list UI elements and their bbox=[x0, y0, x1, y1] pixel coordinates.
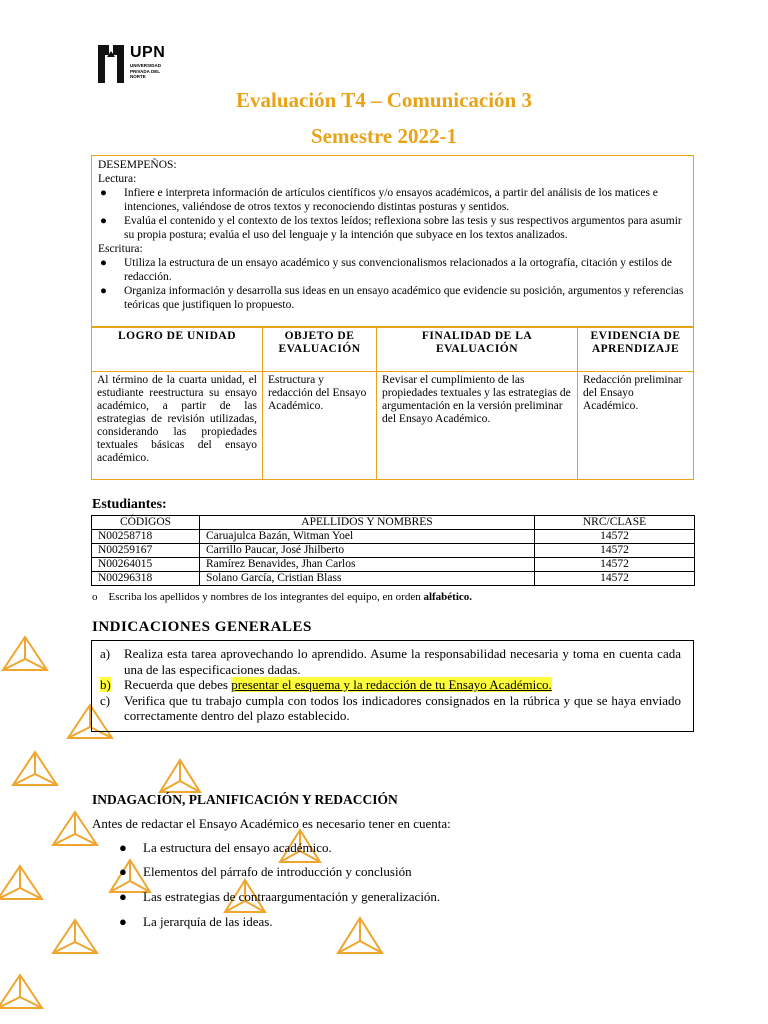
student-nrc: 14572 bbox=[535, 572, 695, 586]
grid-cell: Estructura y redacción del Ensayo Académico. bbox=[263, 372, 377, 480]
indicaciones-heading: INDICACIONES GENERALES bbox=[92, 619, 312, 635]
student-nrc: 14572 bbox=[535, 544, 695, 558]
list-item: c) Verifica que tu trabajo cumpla con todos los indicadores consignados en la rúbrica y que se haya enviado correctamente dentro del plazo establecido. bbox=[100, 692, 681, 723]
list-item: ● Las estrategias de contraargumentación y generalización. bbox=[119, 889, 441, 904]
student-name: Ramírez Benavides, Jhan Carlos bbox=[200, 558, 535, 572]
page-title: Evaluación T4 – Comunicación 3 bbox=[236, 88, 532, 112]
student-code: N00264015 bbox=[92, 558, 200, 572]
triangle-decoration bbox=[160, 760, 200, 792]
triangle-decoration bbox=[3, 637, 47, 670]
list-item: ● La jerarquía de las ideas. bbox=[119, 914, 273, 929]
evaluation-grid bbox=[91, 327, 694, 480]
list-item: a) Realiza esta tarea aprovechando lo aprendido. Asume la responsabilidad necesaria y toma en cuenta cada una de las especificaciones dadas. bbox=[100, 646, 681, 677]
grid-header: FINALIDAD DE LA EVALUACIÓN bbox=[377, 328, 578, 372]
lectura-item: ● Evalúa el contenido y el contexto de los textos leídos; reflexiona sobre las tesis y sus respectivos argumentos para asumir su propia postura; evalúa el uso del lenguaje y la intención que subyace en los textos analizados. bbox=[100, 215, 682, 241]
column-header: CÓDIGOS bbox=[92, 516, 200, 530]
grid-header: LOGRO DE UNIDAD bbox=[92, 328, 263, 372]
student-code: N00258718 bbox=[92, 530, 200, 544]
triangle-decoration bbox=[13, 752, 57, 785]
table-row bbox=[92, 544, 695, 558]
student-code: N00259167 bbox=[92, 544, 200, 558]
grid-cell: Al término de la cuarta unidad, el estudiante reestructura su ensayo académico, a partir de las estrategias de revisión utilizadas, considerando las propiedades textuales básicas del ensayo académico. bbox=[92, 372, 263, 480]
students-table bbox=[91, 515, 695, 586]
students-note bbox=[92, 591, 472, 603]
triangle-decoration bbox=[338, 918, 382, 953]
page-subtitle: Semestre 2022-1 bbox=[311, 124, 457, 148]
list-item: ● Elementos del párrafo de introducción y conclusión bbox=[119, 864, 412, 879]
escritura-item: ● Organiza información y desarrolla sus ideas en un ensayo académico que evidencie su posición, argumentos y referencias teóricas que justifiquen lo propuesto. bbox=[100, 285, 684, 311]
student-name: Solano García, Cristian Blass bbox=[200, 572, 535, 586]
student-code: N00296318 bbox=[92, 572, 200, 586]
indicaciones-box bbox=[91, 640, 694, 732]
lectura-item: ● Infiere e interpreta información de artículos científicos y/o ensayos académicos, a partir del análisis de los matices e intenciones, valiéndose de otros textos y reconociendo distintas posturas y sentidos. bbox=[100, 187, 658, 213]
torch-icon bbox=[94, 43, 128, 85]
column-header: NRC/CLASE bbox=[535, 516, 695, 530]
desempenos-heading: DESEMPEÑOS: bbox=[98, 159, 177, 171]
grid-header: EVIDENCIA DE APRENDIZAJE bbox=[578, 328, 694, 372]
grid-header: OBJETO DE EVALUACIÓN bbox=[263, 328, 377, 372]
list-item: ● La estructura del ensayo académico. bbox=[119, 840, 332, 855]
indagacion-intro: Antes de redactar el Ensayo Académico es necesario tener en cuenta: bbox=[92, 816, 451, 831]
grid-cell: Revisar el cumplimiento de las propiedades textuales y las estrategias de argumentación en la versión preliminar del Ensayo Académico. bbox=[377, 372, 578, 480]
triangle-decoration bbox=[0, 866, 42, 899]
column-header: APELLIDOS Y NOMBRES bbox=[200, 516, 535, 530]
upn-logo bbox=[94, 42, 166, 86]
table-row bbox=[92, 558, 695, 572]
note-marker: o bbox=[92, 591, 98, 603]
student-nrc: 14572 bbox=[535, 530, 695, 544]
list-item: b) Recuerda que debes presentar el esquema y la redacción de tu Ensayo Académico. bbox=[100, 677, 552, 692]
grid-cell: Redacción preliminar del Ensayo Académico. bbox=[578, 372, 694, 480]
triangle-decoration bbox=[53, 920, 97, 953]
table-row bbox=[92, 572, 695, 586]
student-name: Caruajulca Bazán, Witman Yoel bbox=[200, 530, 535, 544]
students-heading: Estudiantes: bbox=[92, 497, 167, 512]
lectura-label: Lectura: bbox=[98, 173, 137, 185]
logo-subtitle: UNIVERSIDAD PRIVADA DEL NORTE bbox=[130, 63, 162, 79]
triangle-decoration bbox=[53, 812, 97, 845]
table-row bbox=[92, 530, 695, 544]
triangle-decoration bbox=[0, 975, 42, 1008]
desempenos-box bbox=[91, 155, 694, 327]
note-text: Escriba los apellidos y nombres de los integrantes del equipo, en orden bbox=[108, 591, 421, 603]
student-name: Carrillo Paucar, José Jhilberto bbox=[200, 544, 535, 558]
escritura-item: ● Utiliza la estructura de un ensayo académico y sus convencionalismos relacionados a la ortografía, citación y estilos de redacción. bbox=[100, 257, 672, 283]
logo-text: UPN bbox=[130, 44, 166, 61]
indagacion-heading: INDAGACIÓN, PLANIFICACIÓN Y REDACCIÓN bbox=[92, 792, 398, 807]
student-nrc: 14572 bbox=[535, 558, 695, 572]
note-bold: alfabético. bbox=[423, 591, 473, 603]
escritura-label: Escritura: bbox=[98, 243, 143, 255]
